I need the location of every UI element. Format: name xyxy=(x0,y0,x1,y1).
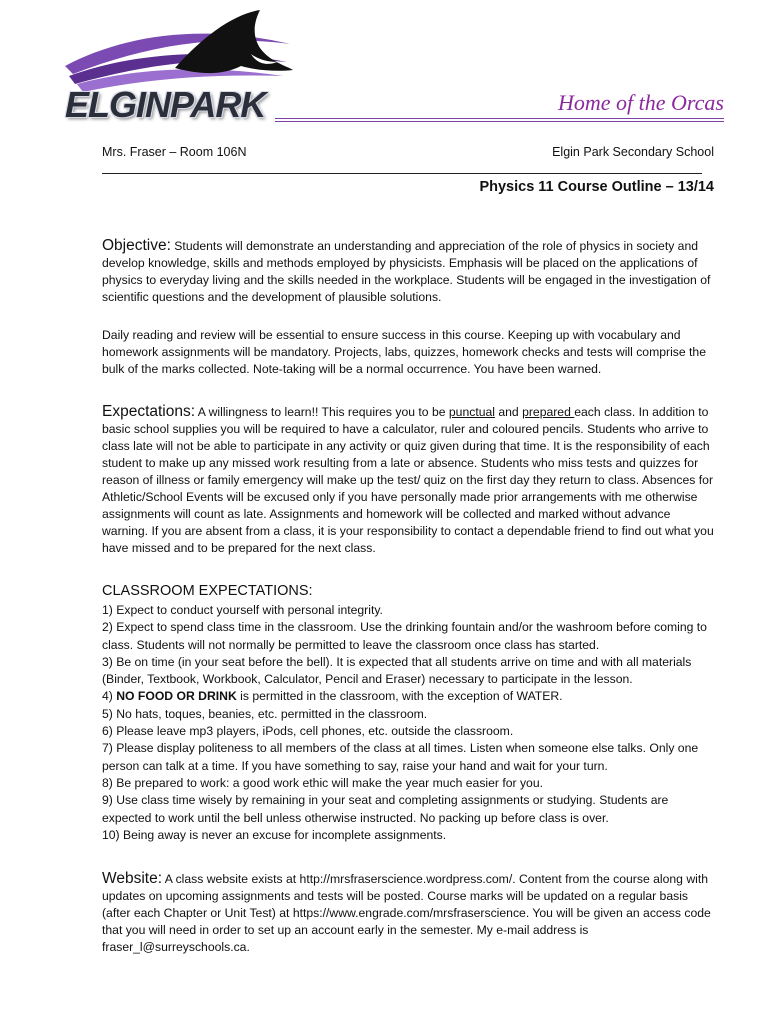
course-title: Physics 11 Course Outline – 13/14 xyxy=(479,179,714,195)
expectations-text: and xyxy=(494,405,523,419)
motto: Home of the Orcas xyxy=(558,90,724,115)
list-item: 8) Be prepared to work: a good work ethic will make the year much easier for you. xyxy=(102,775,543,790)
classroom-heading: CLASSROOM EXPECTATIONS: xyxy=(102,583,313,599)
teacher-room: Mrs. Fraser – Room 106N xyxy=(102,145,247,159)
list-item: 7) Please display politeness to all members of the class at all times. Listen when someone else talks. Only one person can talk at a time. If you have something to say, raise your hand and wait for your turn. xyxy=(102,741,699,773)
list-item: 6) Please leave mp3 players, iPods, cell phones, etc. outside the classroom. xyxy=(102,724,514,739)
logo-wordmark: ELGINPARK xyxy=(65,84,266,125)
list-item-number: 4) xyxy=(102,689,117,704)
expectations-heading: Expectations: xyxy=(102,403,196,420)
expectations-text: each class. In addition to basic school supplies you will be required to have a calculator, ruler and coloured pencils. Students who arrive to class late will not be able to participate in any activity or quiz given during that time. It is the responsibility of each student to make up any missed work resulting from a late or absence. Students who miss tests and quizzes for reason of illness or family emergency will make up the test/ quiz on the first day they return to class. Absences for Athletic/School Events will be excused only if you have personally made prior arrangements with me otherwise assignments will count as late. Assignments and homework will be collected and marked without advance warning. If you are absent from a class, it is your responsibility to contact a dependable friend to find out what you have missed and to be prepared for the next class. xyxy=(102,405,714,555)
website-text: A class website exists at xyxy=(162,872,300,886)
divider xyxy=(102,173,702,174)
class-website-link[interactable]: http://mrsfraserscience.wordpress.com/ xyxy=(299,872,513,886)
website-text: . You will be given an access code that you will need in order to set up an account early in the semester. My e-mail address is fraser_l@surreyschools.ca. xyxy=(102,906,711,954)
school-name: Elgin Park Secondary School xyxy=(552,145,714,159)
expectations-text: A willingness to learn!! This requires you to be xyxy=(195,405,449,419)
website-heading: Website: xyxy=(102,870,163,887)
expectations-paragraph xyxy=(102,403,715,557)
list-item: 1) Expect to conduct yourself with personal integrity. xyxy=(102,603,383,617)
objective-paragraph xyxy=(102,237,715,306)
objective-heading: Objective: xyxy=(102,237,171,254)
divider xyxy=(275,121,724,122)
list-item: 2) Expect to spend class time in the classroom. Use the drinking fountain and/or the washroom before coming to class. Students will not normally be permitted to leave the classroom once class has started. xyxy=(102,620,707,652)
list-item: 5) No hats, toques, beanies, etc. permitted in the classroom. xyxy=(102,706,428,721)
no-food-emphasis: NO FOOD OR DRINK xyxy=(116,689,237,704)
list-item-text: is permitted in the classroom, with the exception of WATER. xyxy=(236,689,563,704)
objective-text: Students will demonstrate an understanding and appreciation of the role of physics in society and develop knowledge, skills and methods employed by physicists. Emphasis will be placed on the applications of physics to everyday living and the skills needed in the workplace. Students will be engaged in the investigation of scientific questions and the development of plausible solutions. xyxy=(102,239,711,304)
engrade-link[interactable]: https://www.engrade.com/mrsfraserscience xyxy=(292,906,526,920)
reading-paragraph: Daily reading and review will be essential to ensure success in this course. Keeping up with vocabulary and homework assignments will be mandatory. Projects, labs, quizzes, homework checks and tests will comprise the bulk of the marks collected. Note-taking will be a normal occurrence. You have been warned. xyxy=(102,328,706,376)
website-text: . Content from the course along with updates on upcoming assignments and tests will be posted. Course marks will be updated on a regular basis (after each Chapter or Unit Test) at xyxy=(102,872,708,920)
divider xyxy=(275,118,724,119)
prepared-emphasis: prepared xyxy=(522,405,575,419)
classroom-rules-list xyxy=(102,602,720,844)
list-item xyxy=(102,688,720,705)
website-paragraph xyxy=(102,870,715,956)
punctual-emphasis: punctual xyxy=(448,405,495,419)
school-logo xyxy=(55,4,295,132)
list-item: 9) Use class time wisely by remaining in your seat and completing assignments or studying. Students are expected to work until the bell unless otherwise instructed. No packing up before class is over. xyxy=(102,793,669,825)
list-item: 3) Be on time (in your seat before the bell). It is expected that all students arrive on time and with all materials (Binder, Textbook, Workbook, Calculator, Pencil and Eraser) necessary to participate in the lesson. xyxy=(102,654,692,687)
list-item: 10) Being away is never an excuse for incomplete assignments. xyxy=(102,827,447,842)
